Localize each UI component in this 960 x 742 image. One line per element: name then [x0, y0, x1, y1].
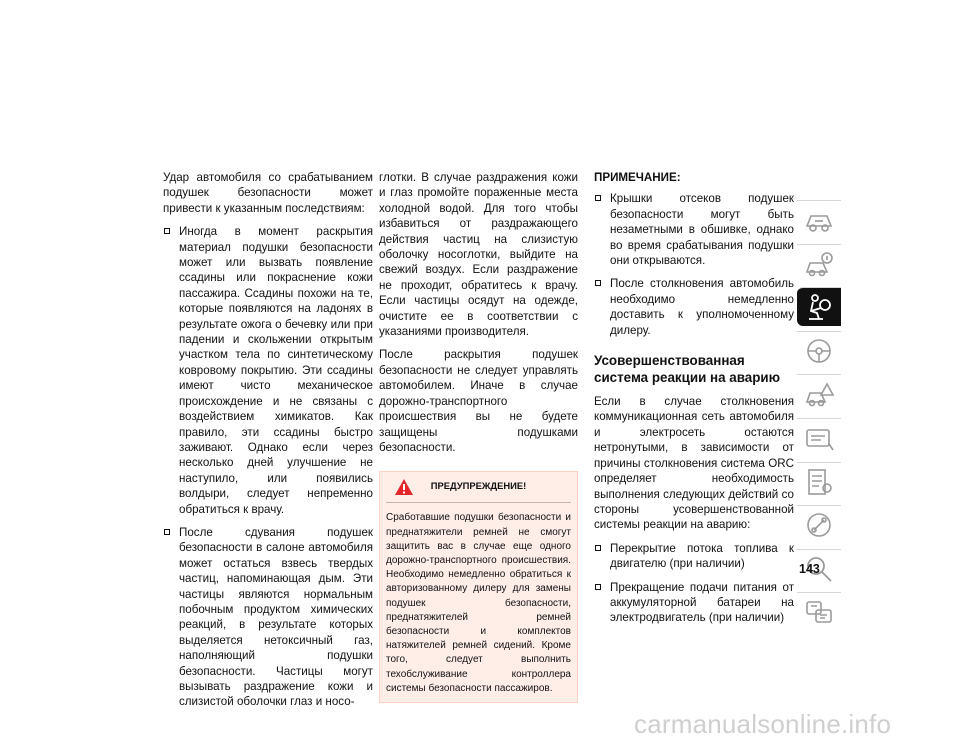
list-item: Прекращение подачи питания от аккумуляторной батареи на электродвигатель (при наличии) — [594, 580, 794, 626]
chapter-tab-safety[interactable] — [797, 287, 841, 326]
after-deployment-paragraph: После раскрытия подушек безопасности не следует управлять автомобилем. Иначе в случае дорожно-транспортного происшествия вы не будете защищены подушками безопасности. — [379, 348, 578, 454]
chapter-tab-driving[interactable] — [797, 331, 841, 370]
column-1 — [163, 170, 373, 710]
warning-text: Сработавшие подушки безопасности и преднатяжители ремней не смогут защитить вас в случае еще одного дорожно-транспортного происшествия. Необходимо немедленно обратиться к авторизованному дилеру для замены подушек безопасности, преднатяжителей ремней безопасности и комплектов натяжителей ремней сидений. Кроме того, следует выполнить техобслуживание контроллера системы безопасности пассажиров. — [386, 512, 571, 694]
column-2 — [379, 170, 578, 703]
list-item: Крышки отсеков подушек безопасности могут быть незаметными в обшивке, однако во время срабатывания подушки они открываются. — [594, 191, 794, 268]
steering-wheel-icon — [803, 335, 835, 367]
warning-box — [379, 471, 578, 703]
actions-list — [594, 541, 794, 626]
tools-wrench-icon — [803, 509, 835, 541]
list-item: Иногда в момент раскрытия материал подушки безопасности может или вызвать появление ссадины или покраснение кожи пассажира. Ссадины похожи на те, которые появляются на ладонях в результате ожога о бечевку или при падении и скольжении открытым участком тела по синтетическому ковровому покрытию. Эти ссадины имеют чисто механическое происхождение и не связаны с воздействием химикатов. Как правило, эти ссадины быстро заживают. Однако если через несколько дней улучшение не наступило, или появились волдыри, следует непременно обратиться к врачу. — [163, 224, 373, 517]
settings-list-icon — [803, 466, 835, 498]
warning-header — [386, 476, 571, 503]
list-item: После столкновения автомобиль необходимо немедленно доставить к уполномоченному дилеру. — [594, 276, 794, 338]
watermark: carmanualsonline.info — [634, 709, 892, 739]
note-title: ПРИМЕЧАНИЕ: — [594, 171, 681, 184]
chapter-tab-specs[interactable] — [797, 462, 841, 501]
column-3 — [594, 170, 794, 626]
orc-paragraph: Если в случае столкновения коммуникационная сеть автомобиля и электросеть остаются нетронутыми, в зависимости от причины столкновения система ORC определяет необходимость выполнения следующих действий со стороны усовершенствованной системы реакции на аварию: — [594, 395, 794, 532]
chapter-tab-emergency[interactable] — [797, 374, 841, 413]
intro-paragraph: Удар автомобиля со срабатыванием подушек безопасности может привести к указанным последствиям: — [163, 171, 373, 215]
chapter-tab-languages[interactable] — [797, 592, 841, 631]
warning-title: ПРЕДУПРЕЖДЕНИЕ! — [430, 480, 527, 492]
list-item: После сдувания подушек безопасности в салоне автомобиля может остаться взвесь твердых частиц, напоминающая дым. Эти частицы являются нормальным побочным продуктом химических реакций, в результате которых выделяется нетоксичный газ, наполняющий подушки безопасности. Частицы могут вызывать раздражение кожи и слизистой оболочки глаз и носо- — [163, 525, 373, 710]
warning-triangle-icon — [394, 478, 414, 500]
chapter-tab-multimedia[interactable] — [797, 505, 841, 544]
chapter-tab-info[interactable] — [797, 244, 841, 283]
car-service-icon — [803, 422, 835, 454]
list-item: Перекрытие потока топлива к двигателю (при наличии) — [594, 541, 794, 572]
chapter-tab-dashboard[interactable] — [797, 200, 841, 239]
airbag-seat-icon — [803, 291, 835, 323]
note-list — [594, 191, 794, 338]
continuation-paragraph: глотки. В случае раздражения кожи и глаз промойте пораженные места холодной водой. Для того чтобы избавиться от раздражающего действия частиц на слизистую оболочку носоглотки, выйдите на свежий воздух. Если раздражение не проходит, обратитесь к врачу. Если частицы осядут на одежде, очистите ее в соответствии с указаниями производителя. — [379, 171, 578, 339]
car-dashboard-icon — [803, 204, 835, 236]
chapter-tab-service[interactable] — [797, 418, 841, 457]
page-number: 143 — [799, 562, 820, 576]
car-info-icon — [803, 248, 835, 280]
section-heading: Усовершенствованная система реакции на аварию — [594, 353, 781, 386]
multilingual-index-icon — [803, 596, 835, 628]
consequences-list — [163, 224, 373, 710]
car-crash-warning-icon — [803, 378, 835, 410]
